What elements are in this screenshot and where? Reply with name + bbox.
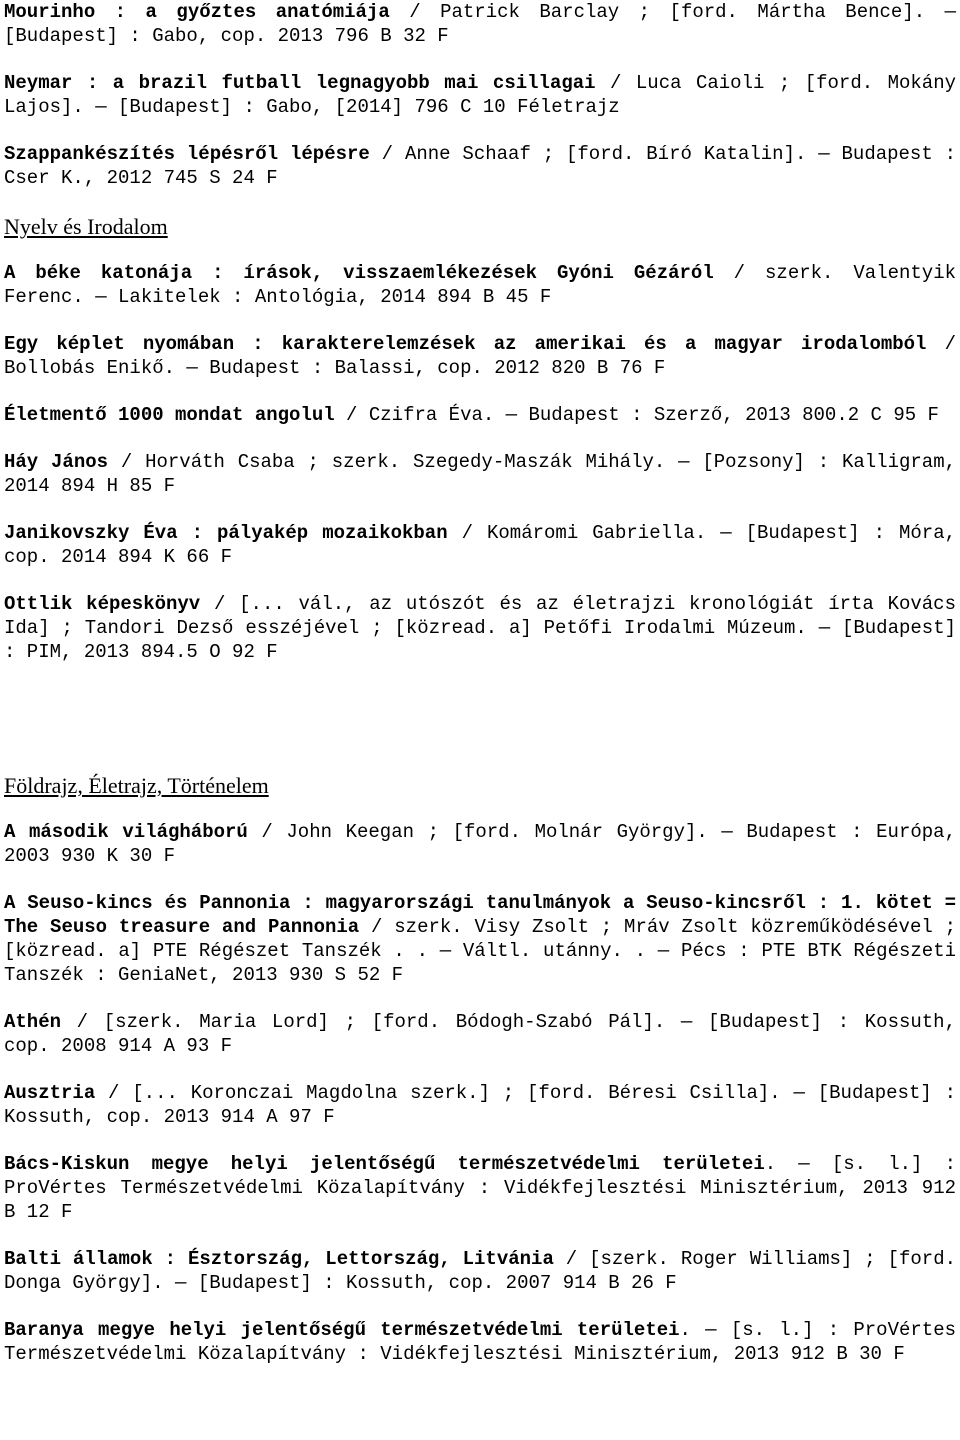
entry-details: / Horváth Csaba ; szerk. Szegedy-Maszák Mihály. — [Pozsony] : Kalligram, 2014 894 H 85 F — [4, 451, 956, 497]
catalog-entry — [4, 1318, 956, 1366]
entry-title: Szappankészítés lépésről lépésre — [4, 143, 370, 165]
entry-details: / Patrick Barclay ; [ford. Mártha Bence]. — [Budapest] : Gabo, cop. 2013 796 B 32 F — [4, 1, 956, 47]
catalog-entry — [4, 1247, 956, 1295]
entry-title: Ottlik képeskönyv — [4, 593, 201, 615]
catalog-entry — [4, 592, 956, 664]
catalog-entry — [4, 521, 956, 569]
document-page — [4, 0, 956, 1366]
entry-details: / [szerk. Roger Williams] ; [ford. Donga György]. — [Budapest] : Kossuth, cop. 2007 914 B 26 F — [4, 1248, 956, 1294]
entry-title: Életmentő 1000 mondat angolul — [4, 404, 335, 426]
catalog-entry — [4, 71, 956, 119]
catalog-entry — [4, 820, 956, 868]
entry-title: Ausztria — [4, 1082, 96, 1104]
catalog-entry — [4, 450, 956, 498]
entry-title: A második világháború — [4, 821, 248, 843]
catalog-entry — [4, 1081, 956, 1129]
catalog-entry — [4, 0, 956, 48]
catalog-entry — [4, 261, 956, 309]
catalog-entry — [4, 332, 956, 380]
entry-title: Athén — [4, 1011, 62, 1033]
entry-title: Neymar : a brazil futball legnagyobb mai csillagai — [4, 72, 596, 94]
catalog-entry — [4, 142, 956, 190]
entry-details: / [szerk. Maria Lord] ; [ford. Bódogh-Szabó Pál]. — [Budapest] : Kossuth, cop. 2008 914 A 93 F — [4, 1011, 956, 1057]
entry-title: Janikovszky Éva : pályakép mozaikokban — [4, 522, 448, 544]
entry-title: Balti államok : Észtország, Lettország, Litvánia — [4, 1248, 554, 1270]
entry-details: / szerk. Visy Zsolt ; Mráv Zsolt közreműködésével ; [közread. a] PTE Régészet Tanszék . . — Váltl. utánny. . — Pécs : PTE BTK Régészeti Tanszék : GeniaNet, 2013 930 S 52 F — [4, 916, 956, 986]
entry-details: / John Keegan ; [ford. Molnár György]. — Budapest : Európa, 2003 930 K 30 F — [4, 821, 956, 867]
entry-details: / Anne Schaaf ; [ford. Bíró Katalin]. — Budapest : Cser K., 2012 745 S 24 F — [4, 143, 957, 189]
catalog-entry — [4, 1010, 956, 1058]
catalog-entry — [4, 1152, 956, 1224]
entry-title: Baranya megye helyi jelentőségű természetvédelmi területei — [4, 1319, 680, 1341]
section-heading-nyelv-es-irodalom: Nyelv és Irodalom — [4, 214, 168, 239]
entry-title: A Seuso-kincs és Pannonia : magyarországi tanulmányok a Seuso-kincsről : 1. kötet = The Seuso treasure and Pannonia — [4, 892, 956, 938]
entry-details: / Luca Caioli ; [ford. Mokány Lajos]. — [Budapest] : Gabo, [2014] 796 C 10 Féletrajz — [4, 72, 957, 118]
entry-details: / Bollobás Enikő. — Budapest : Balassi, cop. 2012 820 B 76 F — [4, 333, 957, 379]
entry-title: Bács-Kiskun megye helyi jelentőségű természetvédelmi területei — [4, 1153, 765, 1175]
entry-title: Egy képlet nyomában : karakterelemzések az amerikai és a magyar irodalomból — [4, 333, 927, 355]
entry-details: / [... Koronczai Magdolna szerk.] ; [ford. Béresi Csilla]. — [Budapest] : Kossuth, cop. 2013 914 A 97 F — [4, 1082, 956, 1128]
catalog-entry — [4, 891, 956, 987]
catalog-entry — [4, 403, 956, 427]
entry-details: / [... vál., az utószót és az életrajzi kronológiát írta Kovács Ida] ; Tandori Dezső esszéjével ; [közread. a] Petőfi Irodalmi Múzeum. — [Budapest] : PIM, 2013 894.5 O 92 F — [4, 593, 956, 663]
section-heading-foldrajz-eletrajz-tortenelem: Földrajz, Életrajz, Történelem — [4, 773, 269, 798]
entry-details: / Czifra Éva. — Budapest : Szerző, 2013 800.2 C 95 F — [334, 404, 939, 426]
entry-details: / Komáromi Gabriella. — [Budapest] : Móra, cop. 2014 894 K 66 F — [4, 522, 957, 568]
entry-details: . — [s. l.] : ProVértes Természetvédelmi Közalapítvány : Vidékfejlesztési Minisztérium, 2013 912 B 12 F — [4, 1153, 956, 1223]
entry-details: . — [s. l.] : ProVértes Természetvédelmi Közalapítvány : Vidékfejlesztési Minisztérium, 2013 912 B 30 F — [4, 1319, 956, 1365]
entry-details: / szerk. Valentyik Ferenc. — Lakitelek : Antológia, 2014 894 B 45 F — [4, 262, 957, 308]
entry-title: Mourinho : a győztes anatómiája — [4, 1, 390, 23]
entry-title: A béke katonája : írások, visszaemlékezések Gyóni Gézáról — [4, 262, 714, 284]
entry-title: Háy János — [4, 451, 109, 473]
